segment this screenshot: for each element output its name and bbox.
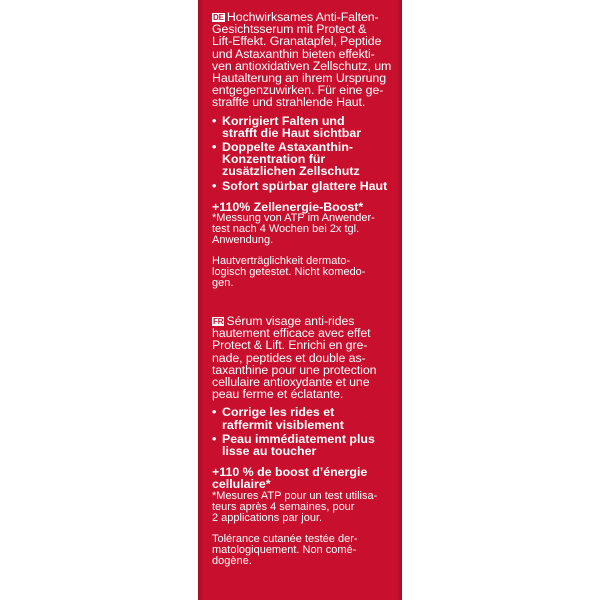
packaging-panel (198, 0, 402, 600)
lang-badge-fr: FR (213, 317, 224, 327)
benefit-item: • Peau immédiatement plus lisse au toucher (212, 433, 394, 457)
section-german (212, 11, 394, 289)
benefit-list-fr (212, 406, 394, 457)
benefit-item: • Doppelte Astaxanthin- Konzentration für zusätzlichen Zellschutz (212, 141, 394, 178)
tolerance-fr: Tolérance cutanée testée der- matologiquement. Non comé- dogène. (212, 532, 358, 567)
benefit-item: • Corrige les rides et raffermit visiblement (212, 406, 394, 430)
benefit-item: • Korrigiert Falten und strafft die Haut sichtbar (212, 115, 394, 139)
tolerance-de: Hautverträglichkeit dermato- logisch getestet. Nicht komedo- gen. (212, 255, 366, 290)
label-text-block (212, 11, 394, 567)
boost-footnote-de: *Messung von ATP im Anwender- test nach 4 Wochen bei 2x tgl. Anwendung. (212, 212, 375, 247)
intro-fr: FR Sérum visage anti-rides hautement efficace avec effet Protect & Lift. Enrichi en gre- nade, peptides et double as- taxanthine pour une protection cellulaire antioxydante et une peau ferme et éclatante. (212, 314, 377, 402)
boost-title-fr: +110 % de boost d’énergie cellulaire* (212, 465, 368, 492)
section-french (212, 315, 394, 567)
lang-badge-de: DE (213, 13, 224, 22)
boost-footnote-fr: *Mesures ATP pour un test utilisa- teurs après 4 semaines, pour 2 applications par jour. (212, 489, 378, 524)
benefit-list-de (212, 115, 394, 192)
intro-de: DE Hochwirksames Anti-Falten- Gesichtsserum mit Protect & Lift-Effekt. Granatapfel, Peptide und Astaxanthin bieten effekti- ven antioxidativen Zellschutz, um Hautalterung an ihrem Ursprung entgegenzuwirken. Für eine ge- straffte und strahlende Haut. (212, 10, 392, 110)
boost-title-de: +110% Zellenergie-Boost* (212, 199, 364, 214)
benefit-item: • Sofort spürbar glattere Haut (212, 180, 394, 192)
